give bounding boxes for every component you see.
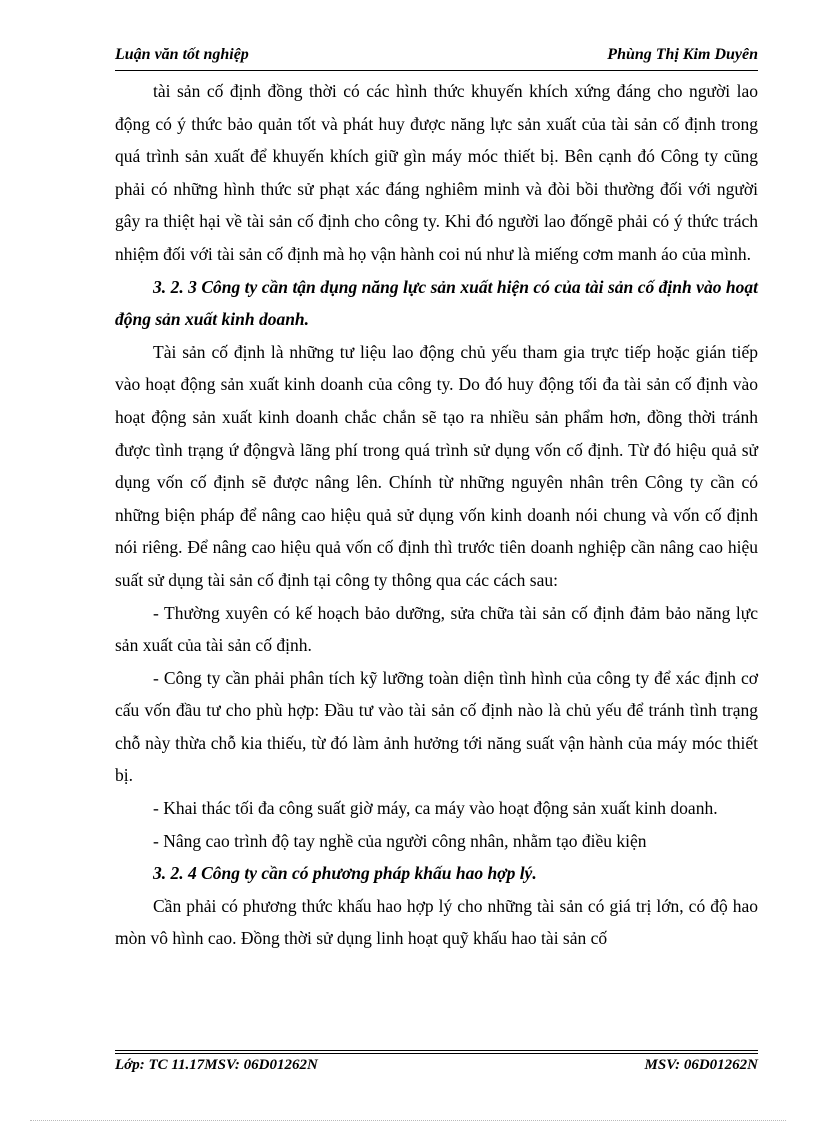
footer-divider-top (115, 1050, 758, 1051)
paragraph-incentives: tài sản cố định đồng thời có các hình thức khuyến khích xứng đáng cho người lao động có ý thức bảo quản tốt và phát huy được năng lực sản xuất của tài sản cố định trong quá trình sản xuất để khuyến khích giữ gìn máy móc thiết bị. Bên cạnh đó Công ty cũng phải có những hình thức sử phạt xác đáng nghiêm minh và đòi bồi thường đối với người gây ra thiệt hại về tài sản cố định cho công ty. Khi đó người lao đốngẽ phải có ý thức trách nhiệm đối với tài sản cố định mà họ vận hành coi nú như là miếng cơm manh áo của mình. (115, 81, 758, 264)
bullet-skills: - Nâng cao trình độ tay nghề của người công nhân, nhằm tạo điều kiện (153, 830, 647, 851)
header-author-name: Phùng Thị Kim Duyên (607, 46, 758, 63)
bullet-capacity: - Khai thác tối đa công suất giờ máy, ca máy vào hoạt động sản xuất kinh doanh. (153, 798, 718, 819)
page-footer (115, 1057, 758, 1077)
footer-class-info: Lớp: TC 11.17MSV: 06D01262N (115, 1057, 318, 1073)
section-heading-3-2-4: 3. 2. 4 Công ty cần có phương pháp khấu hao hợp lý. (153, 863, 537, 884)
section-heading-3-2-3: 3. 2. 3 Công ty cần tận dụng năng lực sản xuất hiện có của tài sản cố định vào hoạt động sản xuất kinh doanh. (115, 276, 758, 330)
bullet-maintenance: - Thường xuyên có kế hoạch bảo dưỡng, sửa chữa tài sản cố định đảm bảo năng lực sản xuất của tài sản cố định. (115, 602, 758, 656)
page-header (115, 46, 758, 68)
paragraph-depreciation: Cần phải có phương thức khấu hao hợp lý cho những tài sản có giá trị lớn, có độ hao mòn vô hình cao. Đồng thời sử dụng linh hoạt quỹ khấu hao tài sản cố (115, 895, 758, 949)
document-body (115, 75, 758, 955)
footer-student-id: MSV: 06D01262N (644, 1057, 758, 1073)
paragraph-fixed-assets: Tài sản cố định là những tư liệu lao động chủ yếu tham gia trực tiếp hoặc gián tiếp vào hoạt động sản xuất kinh doanh của công ty. Do đó huy động tối đa tài sản cố định vào hoạt động sản xuất kinh doanh chắc chắn sẽ tạo ra nhiều sản phẩm hơn, đồng thời tránh được tình trạng ứ độngvà lãng phí trong quá trình sử dụng vốn cố định. Từ đó hiệu quả sử dụng vốn cố định sẽ được nâng lên. Chính từ những nguyên nhân trên Công ty cần có những biện pháp để nâng cao hiệu quả sử dụng vốn kinh doanh nói chung và vốn cố định nói riêng. Để nâng cao hiệu quả vốn cố định thì trước tiên doanh nghiệp cần nâng cao hiệu suất sử dụng tài sản cố định tại công ty thông qua các cách sau: (115, 341, 758, 590)
bullet-analysis: - Công ty cần phải phân tích kỹ lưỡng toàn diện tình hình của công ty để xác định cơ cấu vốn đầu tư cho phù hợp: Đầu tư vào tài sản cố định nào là chủ yếu để tránh tình trạng chỗ này thừa chỗ kia thiếu, từ đó làm ảnh hưởng tới năng suất vận hành của máy móc thiết bị. (115, 667, 758, 786)
header-thesis-title: Luận văn tốt nghiệp (115, 46, 249, 63)
page-bottom-dotted-line (30, 1120, 786, 1121)
header-divider (115, 70, 758, 71)
footer-divider-bottom (115, 1053, 758, 1054)
